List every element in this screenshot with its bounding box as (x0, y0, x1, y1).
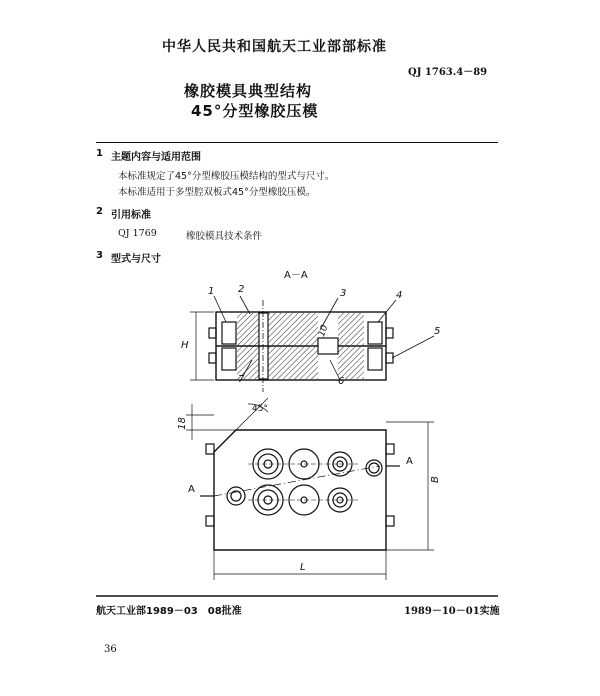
part-label-5: 5 (434, 326, 441, 337)
dim-L-label: L (300, 562, 306, 573)
cut-label-left: A (188, 484, 195, 495)
standard-name: 中华人民共和国航天工业部部标准 (162, 39, 387, 55)
dim-10-label: 10 (317, 323, 331, 339)
part-label-7: 7 (238, 374, 245, 385)
dim-B-label: B (429, 476, 441, 483)
section-1-number: 1 (96, 148, 103, 159)
section-2-heading: 引用标准 (111, 210, 151, 221)
section-1-line-1: 本标准规定了45°分型橡胶压模结构的型式与尺寸。 (118, 171, 335, 182)
section-3-number: 3 (96, 250, 103, 261)
dim-H-label: H (181, 340, 189, 351)
section-2-number: 2 (96, 206, 103, 217)
ref-code: QJ 1769 (118, 228, 157, 239)
part-label-6: 6 (338, 376, 345, 387)
section-3-heading: 型式与尺寸 (111, 254, 161, 265)
section-1-line-2: 本标准适用于多型腔双板式45°分型橡胶压模。 (118, 187, 316, 198)
section-title: A－A (284, 270, 308, 281)
approval-date: 航天工业部1989－03 08批准 (96, 606, 242, 617)
effective-date: 1989－10－01实施 (404, 606, 500, 617)
section-1-heading: 主题内容与适用范围 (111, 152, 201, 163)
dim-18-label: 18 (176, 417, 188, 430)
page-number: 36 (104, 644, 117, 655)
ref-title: 橡胶模具技术条件 (186, 231, 263, 242)
cut-label-right: A (406, 456, 413, 467)
title-line-2: 45°分型橡胶压模 (191, 102, 319, 120)
section-view (190, 296, 434, 392)
part-label-4: 4 (396, 290, 403, 301)
plan-view (186, 398, 434, 580)
standard-code: QJ 1763.4－89 (408, 67, 488, 78)
part-label-3: 3 (340, 288, 347, 299)
angle-label: 45° (252, 404, 268, 414)
title-line-1: 橡胶模具典型结构 (184, 82, 313, 100)
part-label-2: 2 (238, 284, 245, 295)
part-label-1: 1 (208, 286, 215, 297)
